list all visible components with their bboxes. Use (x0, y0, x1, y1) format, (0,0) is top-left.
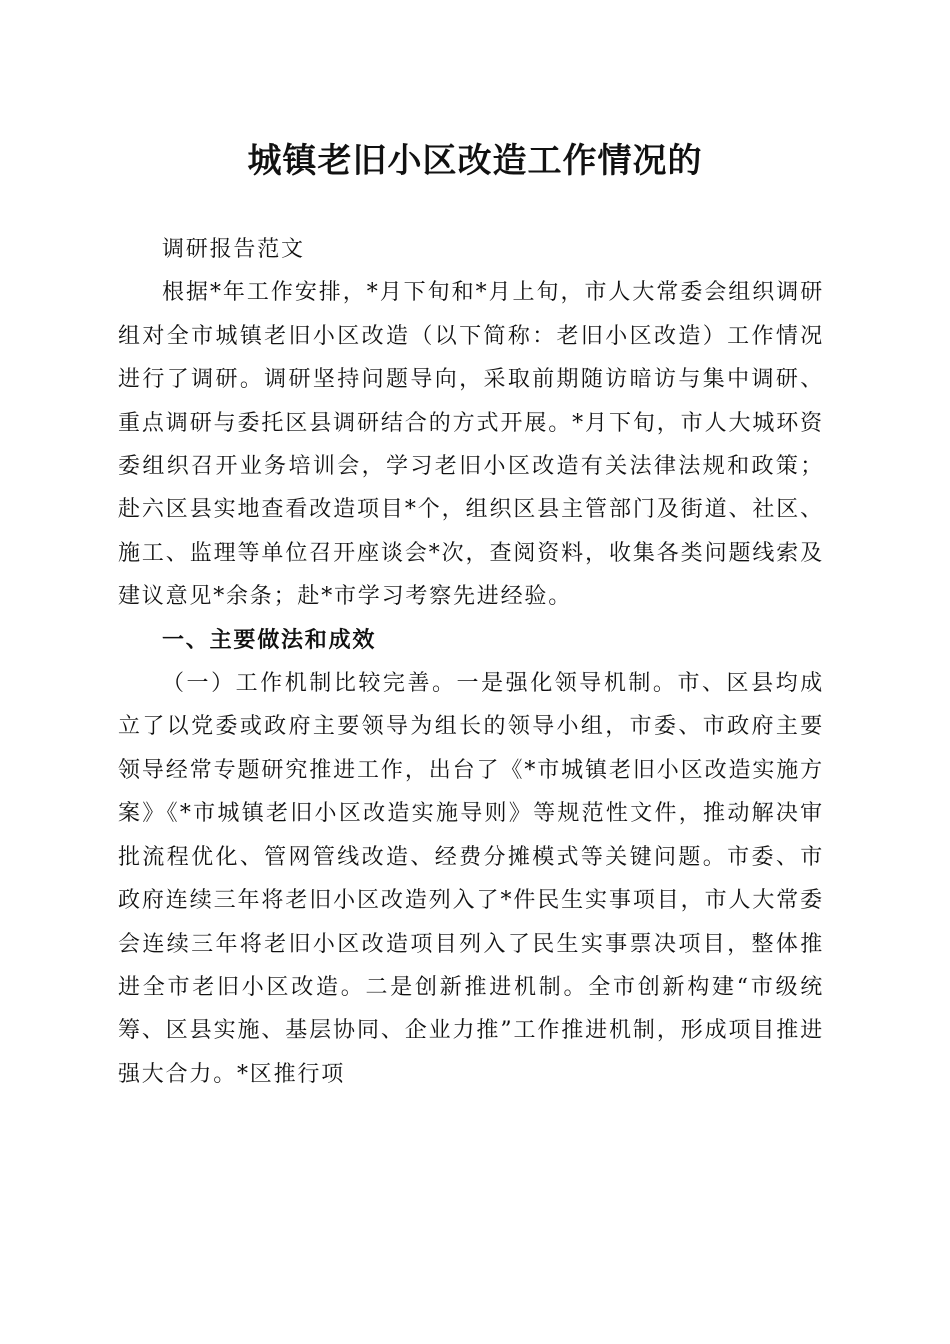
document-body (118, 228, 824, 1096)
section-heading: 一、主要做法和成效 (162, 627, 377, 653)
intro-paragraph: 根据*年工作安排，*月下旬和*月上旬，市人大常委会组织调研组对全市城镇老旧小区改造（以下简称：老旧小区改造）工作情况进行了调研。调研坚持问题导向，采取前期随访暗访与集中调研、重点调研与委托区县调研结合的方式开展。*月下旬，市人大城环资委组织召开业务培训会，学习老旧小区改造有关法律法规和政策；赴六区县实地查看改造项目*个，组织区县主管部门及街道、社区、施工、监理等单位召开座谈会*次，查阅资料，收集各类问题线索及建议意见*余条；赴*市学习考察先进经验。 (118, 280, 824, 610)
document-subtitle: 调研报告范文 (162, 237, 305, 262)
document-title: 城镇老旧小区改造工作情况的 (247, 141, 703, 181)
section-paragraph: （一）工作机制比较完善。一是强化领导机制。市、区县均成立了以党委或政府主要领导为组长的领导小组，市委、市政府主要领导经常专题研究推进工作，出台了《*市城镇老旧小区改造实施方案》《*市城镇老旧小区改造实施导则》等规范性文件，推动解决审批流程优化、管网管线改造、经费分摊模式等关键问题。市委、市政府连续三年将老旧小区改造列入了*件民生实事项目，市人大常委会连续三年将老旧小区改造项目列入了民生实事票决项目，整体推进全市老旧小区改造。二是创新推进机制。全市创新构建“市级统筹、区县实施、基层协同、企业力推”工作推进机制，形成项目推进强大合力。*区推行项 (118, 671, 824, 1087)
